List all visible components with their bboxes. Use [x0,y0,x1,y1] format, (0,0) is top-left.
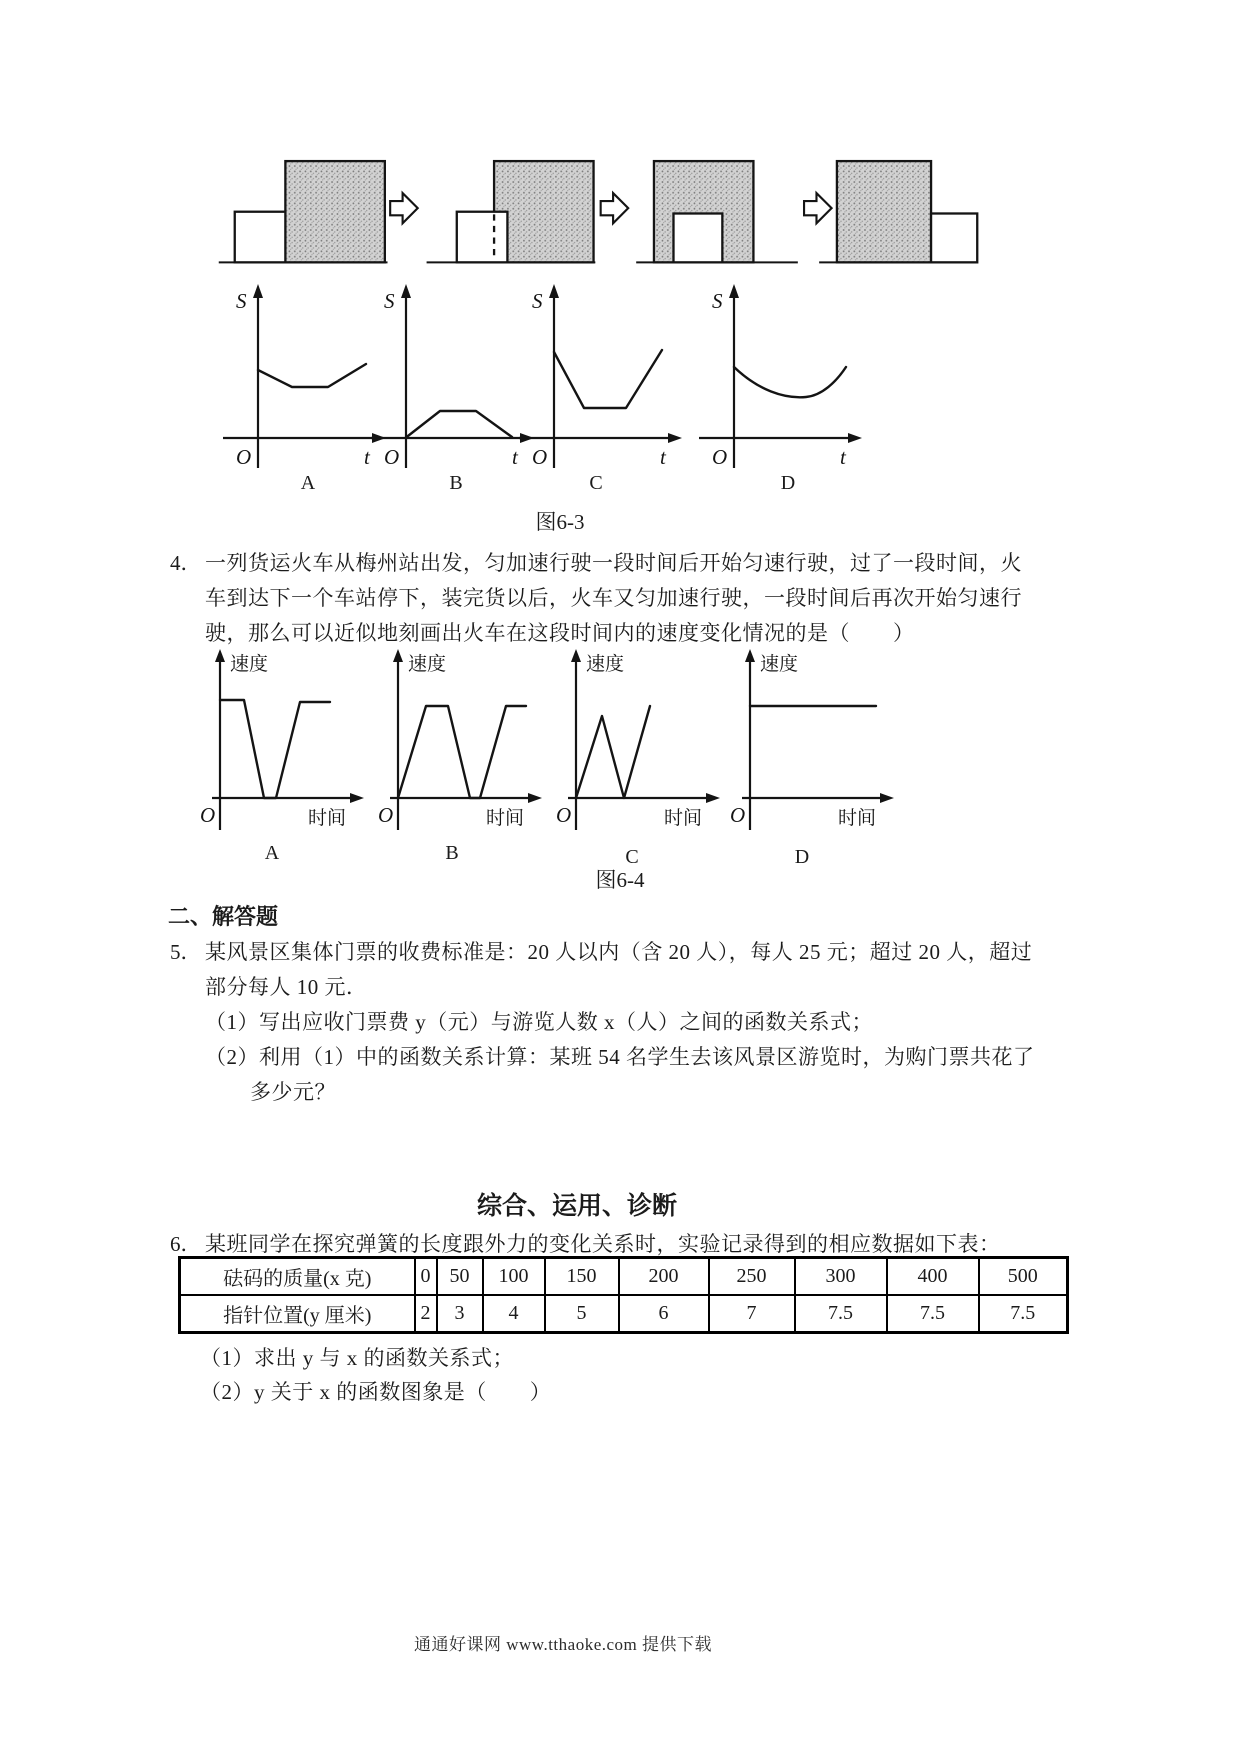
origin-label: O [712,445,728,469]
x-axis-label: t [364,445,370,469]
panel-entering [427,161,596,262]
q4-line3: 驶，那么可以近似地刻画出火车在这段时间内的速度变化情况的是（ ） [205,621,915,645]
cell: 7.5 [979,1295,1068,1333]
x-axis-label: t [512,445,518,469]
small-square [931,213,977,262]
cell: 3 [437,1295,483,1333]
cell: 0 [415,1258,437,1296]
cell: 100 [483,1258,545,1296]
q5-item2-line2: 多少元？ [250,1080,336,1104]
graph-option-a [223,284,386,469]
graph-option-d [730,649,894,830]
cell: 50 [437,1258,483,1296]
cell: 150 [545,1258,619,1296]
q6-number: 6． [170,1232,202,1256]
cell: 500 [979,1258,1068,1296]
figure63-option-label-b: B [449,472,463,494]
panel-inside [636,161,798,262]
table-row-mass [180,1258,1068,1296]
q5-line1: 某风景区集体门票的收费标准是：20 人以内（含 20 人），每人 25 元；超过 20 人，超过 [205,940,1033,964]
cell: 300 [795,1258,887,1296]
y-axis-label: S [236,289,247,313]
step-arrow-icon [601,193,629,223]
row-label: 指针位置(y 厘米) [180,1295,415,1333]
origin-label: O [384,445,400,469]
q4-number: 4． [170,551,202,575]
figure63-option-label-c: C [589,472,603,494]
origin-label: O [378,803,394,827]
origin-label: O [200,803,216,827]
figure-6-4-graphs [190,646,980,842]
x-axis-label: t [840,445,846,469]
y-axis-label: 速度 [586,654,625,675]
q6-intro: 某班同学在探究弹簧的长度跟外力的变化关系时，实验记录得到的相应数据如下表： [205,1232,1001,1256]
y-axis-label: S [532,289,543,313]
section-zonghe-title: 综合、运用、诊断 [476,1192,678,1220]
origin-label: O [236,445,252,469]
footer-text: 通通好课网 www.tthaoke.com 提供下载 [413,1635,713,1654]
small-square [457,212,508,263]
small-square [235,212,286,263]
panel-before-entering [219,161,388,262]
small-square [673,213,722,262]
cell: 400 [887,1258,979,1296]
x-axis-label: 时间 [838,808,877,829]
cell: 200 [619,1258,709,1296]
q5-item2-line1: （2）利用（1）中的函数关系计算：某班 54 名学生去该风景区游览时，为购门票共花了 [205,1045,1035,1069]
figure-6-3-panels [218,138,978,273]
q5-line2: 部分每人 10 元． [205,975,368,999]
big-shaded-square [837,161,931,262]
figure-6-3-graphs [218,280,978,478]
graph-option-c [519,284,682,469]
graph-option-b [371,284,534,469]
x-axis-label: t [660,445,666,469]
spring-data-table [178,1256,1069,1334]
y-axis-label: 速度 [408,654,447,675]
figure63-option-label-a: A [300,472,316,494]
cell: 250 [709,1258,795,1296]
panel-exited [819,161,977,262]
y-axis-label: S [712,289,723,313]
figure64-option-label-c: C [625,846,639,868]
y-axis-label: 速度 [760,654,799,675]
cell: 7.5 [795,1295,887,1333]
figure63-option-label-d: D [780,472,796,494]
y-axis-label: 速度 [230,654,269,675]
step-arrow-icon [390,193,418,223]
big-shaded-square [494,161,593,262]
figure64-option-label-b: B [445,842,459,864]
cell: 7.5 [887,1295,979,1333]
q5-item1: （1）写出应收门票费 y（元）与游览人数 x（人）之间的函数关系式； [205,1010,873,1034]
table-row-pointer [180,1295,1068,1333]
row-label: 砝码的质量(x 克) [180,1258,415,1296]
graph-option-d [699,284,862,469]
q4-line2: 车到达下一个车站停下，装完货以后，火车又匀加速行驶，一段时间后再次开始匀速行 [205,586,1022,610]
q4-line1: 一列货运火车从梅州站出发，匀加速行驶一段时间后开始匀速行驶，过了一段时间，火 [205,551,1022,575]
x-axis-label: 时间 [664,808,703,829]
q5-number: 5． [170,940,202,964]
step-arrow-icon [804,193,832,223]
section-jieda-title: 二、解答题 [168,904,279,929]
cell: 5 [545,1295,619,1333]
figure63-caption: 图6-3 [535,510,585,534]
cell: 4 [483,1295,545,1333]
figure64-caption: 图6-4 [595,868,645,892]
cell: 7 [709,1295,795,1333]
big-shaded-square [285,161,384,262]
graph-option-a [200,649,364,830]
cell: 2 [415,1295,437,1333]
x-axis-label: 时间 [308,808,347,829]
q6-item1: （1）求出 y 与 x 的函数关系式； [200,1346,514,1370]
x-axis-label: 时间 [486,808,525,829]
origin-label: O [532,445,548,469]
y-axis-label: S [384,289,395,313]
graph-option-c [556,649,720,830]
origin-label: O [556,803,572,827]
figure64-option-label-d: D [794,846,810,868]
origin-label: O [730,803,746,827]
figure64-option-label-a: A [264,842,280,864]
graph-option-b [378,649,542,830]
cell: 6 [619,1295,709,1333]
q6-item2: （2）y 关于 x 的函数图象是（ ） [200,1380,552,1404]
